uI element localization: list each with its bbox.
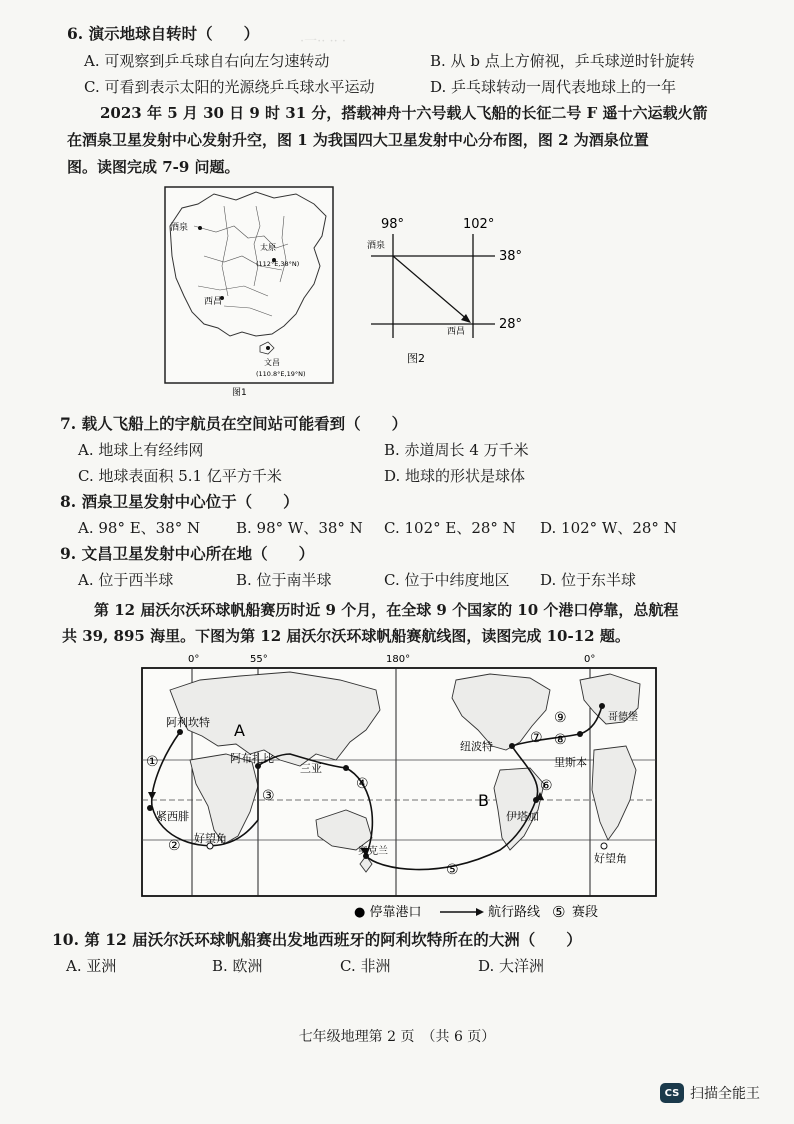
legend-leg: 赛段 — [572, 905, 599, 920]
q6-stem: 6. 演示地球自转时（ ） — [67, 24, 260, 43]
q10-option-d: D. 大洋洲 — [478, 957, 545, 975]
q8-stem: 8. 酒泉卫星发射中心位于（ ） — [60, 492, 299, 511]
fig1-label-xichang: 西昌 — [204, 297, 223, 307]
port-alicante: 阿利坎特 — [166, 716, 210, 729]
port-newport: 纽波特 — [460, 740, 493, 753]
map-label-a: A — [234, 721, 245, 740]
leg-4: ④ — [356, 776, 369, 792]
q9-option-b: B. 位于南半球 — [236, 571, 332, 589]
page-footer: 七年级地理第 2 页 （共 6 页） — [298, 1029, 496, 1045]
q8-option-a: A. 98° E、38° N — [78, 519, 201, 537]
port-lisbon: 里斯本 — [554, 756, 587, 769]
q6-option-d: D. 乒乓球转动一周代表地球上的一年 — [430, 78, 677, 96]
fig2-label-xichang: 西昌 — [447, 327, 466, 337]
intro2-line2: 共 39, 895 海里。下图为第 12 届沃尔沃环球帆船赛航线图，读图完成 10-12 题。 — [62, 627, 630, 645]
port-cape-town: 紧西腓 — [156, 810, 189, 823]
q10-option-c: C. 非洲 — [340, 957, 391, 975]
q7-option-a: A. 地球上有经纬网 — [78, 441, 204, 459]
fig1-label-jiuquan: 酒泉 — [170, 223, 189, 233]
leg-3: ③ — [262, 788, 275, 804]
fig1-label-wenchang: 文昌 — [264, 358, 280, 367]
intro2-line1: 第 12 届沃尔沃环球帆船赛历时近 9 个月，在全球 9 个国家的 10 个港口停靠，总航程 — [94, 601, 679, 619]
port-auckland: 奥克兰 — [358, 846, 388, 857]
q9-stem: 9. 文昌卫星发射中心所在地（ ） — [60, 544, 315, 563]
map-lon-0-left: 0° — [188, 654, 200, 665]
q8-option-d: D. 102° W、28° N — [540, 519, 677, 537]
q6-option-c: C. 可看到表示太阳的光源绕乒乓球水平运动 — [84, 78, 375, 96]
leg-9: ⑨ — [554, 710, 567, 726]
leg-5: ⑤ — [446, 862, 459, 878]
intro1-line3: 图。读图完成 7-9 问题。 — [67, 158, 240, 176]
port-gothenburg: 哥德堡 — [608, 712, 638, 723]
wenchang-dot — [266, 346, 270, 350]
q9-option-d: D. 位于东半球 — [540, 571, 637, 589]
fig1-label-taiyuan: 太原 — [260, 243, 276, 252]
q10-option-b: B. 欧洲 — [212, 957, 263, 975]
scanner-watermark — [660, 1083, 760, 1103]
jiuquan-dot — [198, 226, 202, 230]
fig1-label-wenchang-coord: (110.8°E,19°N) — [256, 370, 306, 378]
port-cape-left: 好望角 — [194, 832, 227, 845]
port-cape-right: 好望角 — [594, 852, 627, 865]
legend-port: ● 停靠港口 — [354, 905, 422, 920]
figure-2-jiuquan-grid — [355, 210, 535, 374]
map-label-b: B — [478, 791, 489, 810]
fig2-lon-left: 98° — [381, 217, 405, 232]
fig1-label-taiyuan-coord: (112°E,38°N) — [256, 260, 300, 268]
q8-option-c: C. 102° E、28° N — [384, 519, 516, 537]
figure-world-route-map — [140, 650, 660, 934]
q8-option-b: B. 98° W、38° N — [236, 519, 363, 537]
port-sanya: 三亚 — [300, 762, 322, 775]
fig1-caption: 图1 — [232, 388, 247, 398]
leg-1: ① — [146, 754, 159, 770]
scanner-text: 扫描全能王 — [690, 1086, 760, 1102]
fig2-caption: 图2 — [407, 352, 425, 365]
fig2-lat-top: 38° — [499, 249, 523, 264]
leg-7: ⑦ — [530, 730, 543, 746]
q6-option-a: A. 可观察到乒乓球自右向左匀速转动 — [84, 52, 330, 70]
q7-stem: 7. 载人飞船上的宇航员在空间站可能看到（ ） — [60, 414, 408, 433]
intro1-line2: 在酒泉卫星发射中心发射升空，图 1 为我国四大卫星发射中心分布图，图 2 为酒泉位置 — [67, 131, 649, 149]
q7-option-b: B. 赤道周长 4 万千米 — [384, 441, 529, 459]
q9-option-c: C. 位于中纬度地区 — [384, 571, 510, 589]
bleed-text: ·一·· ·· · — [300, 34, 347, 49]
leg-6: ⑥ — [540, 778, 553, 794]
intro1-line1: 2023 年 5 月 30 日 9 时 31 分，搭载神舟十六号载人飞船的长征二号 F 遥十六运载火箭 — [100, 104, 708, 122]
fig2-label-jiuquan: 酒泉 — [367, 241, 386, 251]
map-lon-0-right: 0° — [584, 654, 596, 665]
q10-stem: 10. 第 12 届沃尔沃环球帆船赛出发地西班牙的阿利坎特所在的大洲（ ） — [52, 930, 582, 949]
legend-route: 航行路线 — [488, 905, 541, 920]
leg-2: ② — [168, 838, 181, 854]
figure-1-china-map — [164, 186, 334, 402]
camscanner-icon: CS — [660, 1083, 684, 1103]
leg-8: ⑧ — [554, 732, 567, 748]
map-lon-55: 55° — [250, 654, 268, 665]
port-abudhabi: 阿布扎比 — [230, 752, 274, 765]
map-lon-180: 180° — [386, 654, 411, 665]
port-itajai: 伊塔加 — [506, 810, 539, 823]
q10-option-a: A. 亚洲 — [66, 957, 117, 975]
fig2-lat-bottom: 28° — [499, 317, 523, 332]
legend-leg-symbol: ⑤ — [552, 903, 566, 921]
q6-option-b: B. 从 b 点上方俯视，乒乓球逆时针旋转 — [430, 52, 695, 70]
fig2-lon-right: 102° — [463, 217, 495, 232]
q7-option-d: D. 地球的形状是球体 — [384, 467, 526, 485]
q7-option-c: C. 地球表面积 5.1 亿平方千米 — [78, 467, 282, 485]
q9-option-a: A. 位于西半球 — [78, 571, 174, 589]
